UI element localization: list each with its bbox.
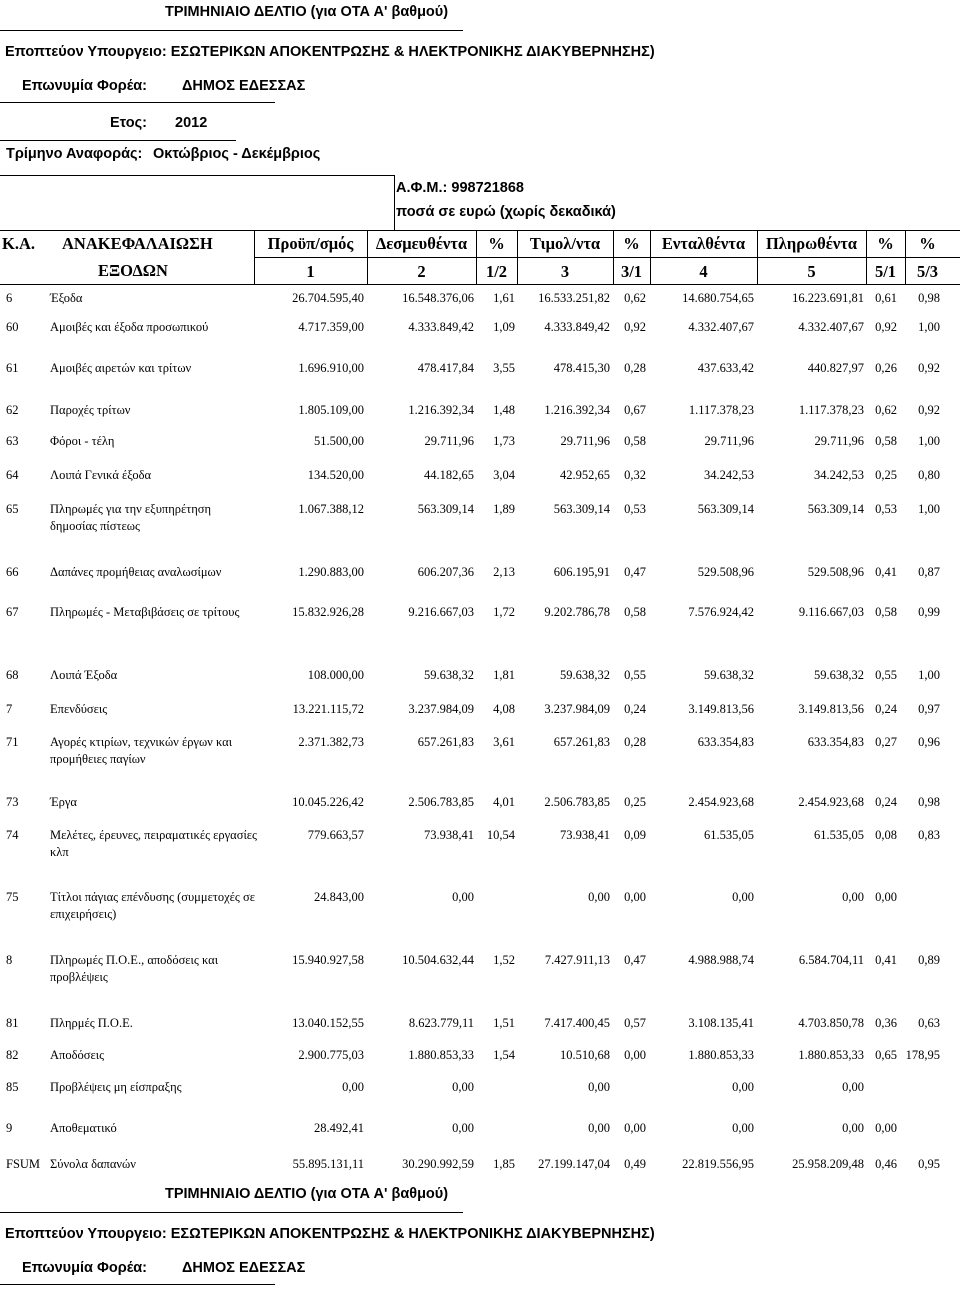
row-value: 0,00	[452, 1121, 474, 1135]
row-value: 0,00	[842, 1080, 864, 1094]
row-value: 15.940.927,58	[292, 953, 364, 967]
entity-label: Επωνυμία Φορέα:	[22, 78, 147, 94]
row-value: 0,99	[918, 605, 940, 619]
row-description: Πληρωμές για την εξυπηρέτηση δημοσίας πίστεως	[50, 502, 212, 533]
row-description: Λοιπά Έξοδα	[50, 668, 118, 682]
row-value: 16.533.251,82	[538, 291, 610, 305]
row-value: 7.576.924,42	[688, 605, 754, 619]
col-budget: Προϋπ/σμός	[267, 234, 354, 253]
row-value: 1.216.392,34	[408, 403, 474, 417]
col-num: 3/1	[620, 262, 643, 281]
row-value: 10.045.226,42	[292, 795, 364, 809]
row-value: 1.696.910,00	[298, 361, 364, 375]
row-value: 4,01	[493, 795, 515, 809]
row-value: 0,25	[624, 795, 646, 809]
row-value: 606.195,91	[553, 565, 610, 579]
row-value: 22.819.556,95	[682, 1157, 754, 1171]
row-value: 2.506.783,85	[544, 795, 610, 809]
row-code: 68	[6, 668, 19, 682]
row-value: 529.508,96	[697, 565, 754, 579]
row-value: 0,00	[342, 1080, 364, 1094]
row-value: 3.149.813,56	[688, 702, 754, 716]
report-title: ΤΡΙΜΗΝΙΑΙΟ ΔΕΛΤΙΟ (για ΟΤΑ Α' βαθμού)	[165, 4, 449, 20]
row-description: Πληρωμές - Μεταβιβάσεις σε τρίτους	[50, 605, 240, 619]
row-value: 6.584.704,11	[798, 953, 864, 967]
row-value: 0,95	[918, 1157, 940, 1171]
row-value: 0,00	[732, 1080, 754, 1094]
divider	[394, 175, 395, 230]
row-description: Πληρμές Π.Ο.Ε.	[50, 1016, 133, 1030]
row-value: 1.880.853,33	[798, 1048, 864, 1062]
row-value: 24.843,00	[314, 890, 364, 904]
row-value: 34.242,53	[814, 468, 864, 482]
col-num: 2	[417, 262, 426, 281]
divider	[0, 1284, 275, 1285]
row-value: 1,61	[493, 291, 515, 305]
row-value: 16.548.376,06	[402, 291, 474, 305]
row-value: 0,67	[624, 403, 646, 417]
row-value: 4.703.850,78	[798, 1016, 864, 1030]
row-value: 0,00	[624, 1048, 646, 1062]
row-value: 10.504.632,44	[402, 953, 474, 967]
row-value: 0,00	[452, 890, 474, 904]
row-value: 0,00	[842, 1121, 864, 1135]
row-description: Αποδόσεις	[50, 1048, 105, 1062]
row-value: 1.117.378,23	[688, 403, 754, 417]
row-value: 563.309,14	[417, 502, 474, 516]
row-value: 529.508,96	[807, 565, 864, 579]
amounts-note: ποσά σε ευρώ (χωρίς δεκαδικά)	[396, 204, 616, 220]
row-value: 0,53	[624, 502, 646, 516]
row-value: 3.149.813,56	[798, 702, 864, 716]
col-num: 4	[699, 262, 708, 281]
row-value: 1,81	[493, 668, 515, 682]
row-value: 657.261,83	[417, 735, 474, 749]
summary-header-line2: ΕΞΟΔΩΝ	[98, 261, 168, 280]
row-value: 0,00	[875, 1121, 897, 1135]
row-value: 0,32	[624, 468, 646, 482]
row-value: 1,00	[918, 434, 940, 448]
row-value: 0,08	[875, 828, 897, 842]
row-value: 29.711,96	[814, 434, 864, 448]
col-pct-3: %	[877, 234, 894, 253]
row-value: 0,24	[875, 795, 897, 809]
row-value: 29.711,96	[424, 434, 474, 448]
row-code: 60	[6, 320, 19, 334]
row-value: 3,55	[493, 361, 515, 375]
row-description: Φόροι - τέλη	[50, 434, 115, 448]
row-value: 0,28	[624, 361, 646, 375]
col-pct-4: %	[919, 234, 936, 253]
row-value: 13.040.152,55	[292, 1016, 364, 1030]
row-code: 75	[6, 890, 19, 904]
row-value: 1,00	[918, 668, 940, 682]
row-code: FSUM	[6, 1157, 41, 1171]
row-value: 779.663,57	[307, 828, 364, 842]
row-value: 3.237.984,09	[544, 702, 610, 716]
row-value: 55.895.131,11	[292, 1157, 364, 1171]
row-value: 9.216.667,03	[408, 605, 474, 619]
row-description: Αγορές κτιρίων, τεχνικών έργων και προμήθειες παγίων	[50, 735, 233, 766]
row-value: 0,24	[624, 702, 646, 716]
col-num: 5/3	[916, 262, 939, 281]
row-code: 66	[6, 565, 19, 579]
row-description: Τίτλοι πάγιας επένδυσης (συμμετοχές σε επιχειρήσεις)	[50, 890, 255, 921]
row-value: 1.117.378,23	[798, 403, 864, 417]
row-value: 0,63	[918, 1016, 940, 1030]
row-description: Έξοδα	[50, 291, 83, 305]
row-description: Έργα	[50, 795, 77, 809]
afm: Α.Φ.Μ.: 998721868	[396, 180, 524, 196]
row-value: 606.207,36	[417, 565, 474, 579]
row-value: 3.108.135,41	[688, 1016, 754, 1030]
divider	[0, 175, 394, 176]
row-value: 7.427.911,13	[544, 953, 610, 967]
row-value: 9.116.667,03	[798, 605, 864, 619]
row-value: 4.333.849,42	[408, 320, 474, 334]
row-value: 4.717.359,00	[298, 320, 364, 334]
row-value: 59.638,32	[814, 668, 864, 682]
row-code: 62	[6, 403, 19, 417]
row-value: 0,58	[875, 605, 897, 619]
row-value: 4.332.407,67	[798, 320, 864, 334]
row-value: 0,58	[875, 434, 897, 448]
row-value: 13.221.115,72	[292, 702, 364, 716]
row-value: 14.680.754,65	[682, 291, 754, 305]
row-value: 563.309,14	[807, 502, 864, 516]
row-value: 1,48	[493, 403, 515, 417]
row-value: 16.223.691,81	[792, 291, 864, 305]
row-value: 0,58	[624, 434, 646, 448]
col-ordered: Ενταλθέντα	[661, 234, 746, 253]
row-value: 0,92	[875, 320, 897, 334]
row-value: 0,26	[875, 361, 897, 375]
row-value: 7.417.400,45	[544, 1016, 610, 1030]
row-value: 0,89	[918, 953, 940, 967]
row-value: 59.638,32	[424, 668, 474, 682]
row-value: 73.938,41	[424, 828, 474, 842]
row-value: 1.216.392,34	[544, 403, 610, 417]
row-value: 8.623.779,11	[408, 1016, 474, 1030]
supervising-ministry-footer: Εποπτεύον Υπουργειο: ΕΣΩΤΕΡΙΚΩΝ ΑΠΟΚΕΝΤΡΩΣΗΣ & ΗΛΕΚΤΡΟΝΙΚΗΣ ΔΙΑΚΥΒΕΡΝΗΣΗΣ)	[5, 1226, 655, 1242]
row-code: 7	[6, 702, 13, 716]
row-description: Αμοιβές και έξοδα προσωπικού	[50, 320, 209, 334]
row-value: 0,98	[918, 291, 940, 305]
entity-label-footer: Επωνυμία Φορέα:	[22, 1260, 147, 1276]
row-value: 1.880.853,33	[408, 1048, 474, 1062]
row-value: 0,96	[918, 735, 940, 749]
row-value: 178,95	[905, 1048, 940, 1062]
row-description: Σύνολα δαπανών	[50, 1157, 136, 1171]
row-value: 0,92	[918, 403, 940, 417]
row-value: 440.827,97	[807, 361, 864, 375]
row-code: 73	[6, 795, 19, 809]
col-paid: Πληρωθέντα	[765, 234, 858, 253]
summary-header: ΑΝΑΚΕΦΑΛΑΙΩΣΗ	[62, 234, 213, 253]
row-value: 15.832.926,28	[292, 605, 364, 619]
row-value: 437.633,42	[697, 361, 754, 375]
row-value: 59.638,32	[560, 668, 610, 682]
row-value: 0,47	[624, 953, 646, 967]
row-value: 1.067.388,12	[298, 502, 364, 516]
row-code: 65	[6, 502, 19, 516]
row-value: 0,58	[624, 605, 646, 619]
report-title-footer: ΤΡΙΜΗΝΙΑΙΟ ΔΕΛΤΙΟ (για ΟΤΑ Α' βαθμού)	[165, 1186, 449, 1202]
row-value: 27.199.147,04	[538, 1157, 610, 1171]
row-value: 0,46	[875, 1157, 897, 1171]
row-description: Επενδύσεις	[50, 702, 108, 716]
row-value: 0,00	[452, 1080, 474, 1094]
row-value: 0,57	[624, 1016, 646, 1030]
row-value: 478.417,84	[417, 361, 474, 375]
row-value: 478.415,30	[553, 361, 610, 375]
col-num: 1	[306, 262, 315, 281]
row-value: 0,24	[875, 702, 897, 716]
row-value: 0,09	[624, 828, 646, 842]
row-value: 29.711,96	[704, 434, 754, 448]
quarter-label: Τρίμηνο Αναφοράς:	[6, 146, 143, 162]
row-value: 0,00	[588, 1080, 610, 1094]
row-value: 1,73	[493, 434, 515, 448]
divider	[0, 284, 960, 285]
row-value: 0,00	[732, 1121, 754, 1135]
row-value: 0,65	[875, 1048, 897, 1062]
divider	[0, 1212, 463, 1213]
col-num: 5/1	[874, 262, 897, 281]
row-value: 0,00	[842, 890, 864, 904]
row-code: 71	[6, 735, 19, 749]
row-value: 633.354,83	[807, 735, 864, 749]
row-value: 4.332.407,67	[688, 320, 754, 334]
supervising-ministry: Εποπτεύον Υπουργειο: ΕΣΩΤΕΡΙΚΩΝ ΑΠΟΚΕΝΤΡΩΣΗΣ & ΗΛΕΚΤΡΟΝΙΚΗΣ ΔΙΑΚΥΒΕΡΝΗΣΗΣ)	[5, 44, 655, 60]
row-description: Αποθεματικό	[50, 1121, 117, 1135]
row-description: Λοιπά Γενικά έξοδα	[50, 468, 152, 482]
row-value: 0,97	[918, 702, 940, 716]
row-value: 0,41	[875, 565, 897, 579]
row-value: 30.290.992,59	[402, 1157, 474, 1171]
row-value: 2.454.923,68	[688, 795, 754, 809]
row-description: Αμοιβές αιρετών και τρίτων	[50, 361, 192, 375]
row-description: Πληρωμές Π.Ο.Ε., αποδόσεις και προβλέψεις	[50, 953, 219, 984]
row-value: 0,00	[732, 890, 754, 904]
row-value: 2.900.775,03	[298, 1048, 364, 1062]
row-value: 0,98	[918, 795, 940, 809]
row-value: 0,41	[875, 953, 897, 967]
col-num: 1/2	[485, 262, 508, 281]
row-value: 0,25	[875, 468, 897, 482]
row-value: 563.309,14	[553, 502, 610, 516]
row-value: 29.711,96	[560, 434, 610, 448]
divider	[254, 257, 960, 258]
row-value: 1,09	[493, 320, 515, 334]
divider	[0, 230, 960, 231]
entity-value-footer: ΔΗΜΟΣ ΕΔΕΣΣΑΣ	[182, 1260, 306, 1276]
row-value: 657.261,83	[553, 735, 610, 749]
row-code: 9	[6, 1121, 13, 1135]
row-value: 2.371.382,73	[298, 735, 364, 749]
row-value: 0,55	[624, 668, 646, 682]
row-value: 3,61	[493, 735, 515, 749]
row-value: 0,00	[588, 1121, 610, 1135]
row-value: 1.290.883,00	[298, 565, 364, 579]
row-value: 1,89	[493, 502, 515, 516]
row-value: 1.880.853,33	[688, 1048, 754, 1062]
row-value: 0,62	[624, 291, 646, 305]
row-code: 61	[6, 361, 19, 375]
row-value: 1,51	[493, 1016, 515, 1030]
row-value: 108.000,00	[307, 668, 364, 682]
row-code: 64	[6, 468, 19, 482]
row-value: 1,00	[918, 320, 940, 334]
row-value: 4.988.988,74	[688, 953, 754, 967]
row-value: 0,92	[624, 320, 646, 334]
col-num: 5	[807, 262, 816, 281]
row-code: 63	[6, 434, 19, 448]
divider	[0, 140, 236, 141]
row-value: 73.938,41	[560, 828, 610, 842]
row-value: 3,04	[493, 468, 515, 482]
col-num: 3	[560, 262, 570, 281]
row-code: 6	[6, 291, 13, 305]
row-value: 0,80	[918, 468, 940, 482]
row-value: 1,85	[493, 1157, 515, 1171]
row-value: 0,92	[918, 361, 940, 375]
row-value: 1,52	[493, 953, 515, 967]
row-value: 633.354,83	[697, 735, 754, 749]
row-code: 81	[6, 1016, 19, 1030]
row-value: 9.202.786,78	[544, 605, 610, 619]
row-value: 0,61	[875, 291, 897, 305]
divider	[0, 102, 275, 103]
row-value: 10.510,68	[560, 1048, 610, 1062]
row-description: Προβλέψεις μη είσπραξης	[50, 1080, 182, 1094]
row-value: 4,08	[493, 702, 515, 716]
row-value: 59.638,32	[704, 668, 754, 682]
row-value: 0,00	[624, 1121, 646, 1135]
row-description: Δαπάνες προμήθειας αναλωσίμων	[50, 565, 222, 579]
row-value: 563.309,14	[697, 502, 754, 516]
row-value: 51.500,00	[314, 434, 364, 448]
row-value: 34.242,53	[704, 468, 754, 482]
row-value: 26.704.595,40	[292, 291, 364, 305]
row-value: 134.520,00	[307, 468, 364, 482]
row-value: 1.805.109,00	[298, 403, 364, 417]
row-value: 0,27	[875, 735, 897, 749]
row-value: 25.958.209,48	[792, 1157, 864, 1171]
row-code: 74	[6, 828, 19, 842]
row-value: 1,72	[493, 605, 515, 619]
row-value: 0,47	[624, 565, 646, 579]
divider	[0, 30, 463, 31]
row-value: 0,28	[624, 735, 646, 749]
row-value: 1,00	[918, 502, 940, 516]
row-value: 0,62	[875, 403, 897, 417]
row-value: 61.535,05	[704, 828, 754, 842]
row-value: 1,54	[493, 1048, 515, 1062]
row-code: 8	[6, 953, 13, 967]
row-value: 44.182,65	[424, 468, 474, 482]
row-value: 10,54	[486, 828, 515, 842]
row-code: 67	[6, 605, 19, 619]
row-description: Μελέτες, έρευνες, πειραματικές εργασίες κλπ	[50, 828, 258, 859]
row-value: 3.237.984,09	[408, 702, 474, 716]
row-value: 0,36	[875, 1016, 897, 1030]
row-value: 28.492,41	[314, 1121, 364, 1135]
col-pct-2: %	[623, 234, 640, 253]
row-value: 42.952,65	[560, 468, 610, 482]
year-value: 2012	[175, 115, 208, 131]
row-code: 82	[6, 1048, 19, 1062]
year-label: Ετος:	[110, 115, 147, 131]
row-value: 2.454.923,68	[798, 795, 864, 809]
row-code: 85	[6, 1080, 19, 1094]
col-committed: Δεσμευθέντα	[375, 234, 468, 253]
quarter-value: Οκτώβριος - Δεκέμβριος	[153, 146, 321, 162]
col-pct-1: %	[488, 234, 505, 253]
row-value: 0,83	[918, 828, 940, 842]
row-description: Παροχές τρίτων	[50, 403, 131, 417]
row-value: 2,13	[493, 565, 515, 579]
row-value: 0,55	[875, 668, 897, 682]
row-value: 0,49	[624, 1157, 646, 1171]
row-value: 0,00	[624, 890, 646, 904]
row-value: 4.333.849,42	[544, 320, 610, 334]
row-value: 0,00	[588, 890, 610, 904]
row-value: 2.506.783,85	[408, 795, 474, 809]
row-value: 61.535,05	[814, 828, 864, 842]
row-value: 0,87	[918, 565, 940, 579]
col-invoiced: Τιμολ/ντα	[529, 234, 601, 253]
ka-header: Κ.Α.	[2, 234, 35, 253]
row-value: 0,53	[875, 502, 897, 516]
entity-value: ΔΗΜΟΣ ΕΔΕΣΣΑΣ	[182, 78, 306, 94]
row-value: 0,00	[875, 890, 897, 904]
